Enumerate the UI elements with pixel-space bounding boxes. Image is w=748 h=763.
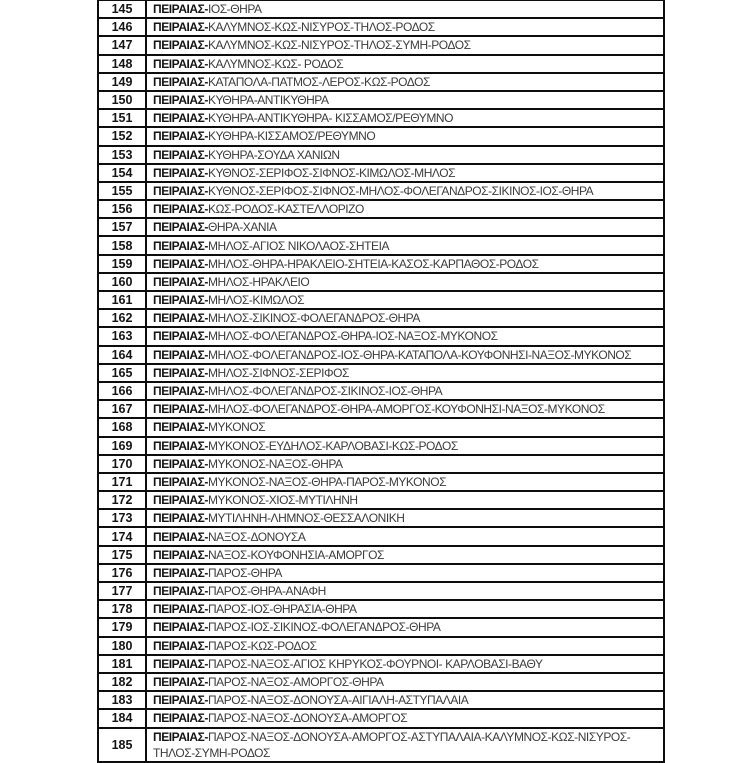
table-row: [98, 491, 664, 509]
table-row: [98, 709, 664, 727]
table-row: [98, 618, 664, 636]
table-row: [98, 309, 664, 327]
routes-table: [97, 0, 665, 763]
route-cell: [146, 364, 664, 382]
route-stops: ΘΗΡΑ-ΧΑΝΙΑ: [207, 220, 277, 235]
table-row: [98, 327, 664, 345]
table-row: [98, 600, 664, 618]
table-row: [98, 218, 664, 236]
table-row: [98, 164, 664, 182]
route-origin: ΠΕΙΡΑΙΑΣ-: [153, 529, 208, 544]
route-origin: ΠΕΙΡΑΙΑΣ-: [153, 93, 208, 108]
route-origin: ΠΕΙΡΑΙΑΣ-: [153, 365, 208, 380]
route-number: 156: [98, 200, 146, 218]
route-number: 145: [98, 0, 146, 18]
route-stops: ΠΑΡΟΣ-ΝΑΞΟΣ-ΑΓΙΟΣ ΚΗΡΥΚΟΣ-ΦΟΥΡΝΟΙ- ΚΑΡΛΟΒΑΣΙ-ΒΑΘΥ: [207, 656, 543, 671]
route-number: 181: [98, 655, 146, 673]
route-cell: [146, 437, 664, 455]
route-number: 161: [98, 291, 146, 309]
route-origin: ΠΕΙΡΑΙΑΣ-: [153, 165, 208, 180]
route-cell: [146, 637, 664, 655]
route-cell: [146, 255, 664, 273]
route-cell: [146, 655, 664, 673]
route-number: 153: [98, 146, 146, 164]
route-number: 154: [98, 164, 146, 182]
table-row: [98, 73, 664, 91]
table-row: [98, 236, 664, 254]
route-stops: ΝΑΞΟΣ-ΔΟΝΟΥΣΑ: [207, 529, 306, 544]
route-number: 163: [98, 327, 146, 345]
table-row: [98, 400, 664, 418]
route-origin: ΠΕΙΡΑΙΑΣ-: [153, 111, 208, 126]
route-cell: [146, 382, 664, 400]
route-stops: ΚΥΘΗΡΑ-ΚΙΣΣΑΜΟΣ/ΡΕΘΥΜΝΟ: [207, 129, 376, 144]
route-stops: ΜΗΛΟΣ-ΗΡΑΚΛΕΙΟ: [207, 274, 310, 289]
table-row: [98, 273, 664, 291]
route-cell: [146, 546, 664, 564]
route-stops: ΚΥΘΗΡΑ-ΑΝΤΙΚΥΘΗΡΑ- ΚΙΣΣΑΜΟΣ/ΡΕΘΥΜΝΟ: [207, 111, 453, 126]
table-row: [98, 655, 664, 673]
table-row: [98, 255, 664, 273]
route-cell: [146, 109, 664, 127]
route-number: 180: [98, 637, 146, 655]
route-origin: ΠΕΙΡΑΙΑΣ-: [153, 493, 208, 508]
route-origin: ΠΕΙΡΑΙΑΣ-: [153, 38, 208, 53]
route-number: 167: [98, 400, 146, 418]
route-origin: ΠΕΙΡΑΙΑΣ-: [153, 2, 208, 17]
route-number: 175: [98, 546, 146, 564]
route-origin: ΠΕΙΡΑΙΑΣ-: [153, 202, 208, 217]
route-number: 164: [98, 346, 146, 364]
route-stops: ΚΥΘΗΡΑ-ΑΝΤΙΚΥΘΗΡΑ: [207, 93, 329, 108]
route-number: 152: [98, 127, 146, 145]
route-stops: ΠΑΡΟΣ-ΘΗΡΑ-ΑΝΑΦΗ: [207, 584, 326, 599]
route-stops: ΚΑΛΥΜΝΟΣ-ΚΩΣ-ΝΙΣΥΡΟΣ-ΤΗΛΟΣ-ΡΟΔΟΣ: [207, 20, 435, 35]
route-origin: ΠΕΙΡΑΙΑΣ-: [153, 547, 208, 562]
route-number: 155: [98, 182, 146, 200]
table-row: [98, 728, 664, 762]
route-origin: ΠΕΙΡΑΙΑΣ-: [153, 565, 208, 580]
table-row: [98, 418, 664, 436]
route-stops: ΠΑΡΟΣ-ΝΑΞΟΣ-ΔΟΝΟΥΣΑ-ΑΜΟΡΓΟΣ-ΑΣΤΥΠΑΛΑΙΑ-ΚΑΛΥΜΝΟΣ-ΚΩΣ-ΝΙΣΥΡΟΣ-ΤΗΛΟΣ-ΣΥΜΗ-ΡΟΔΟΣ: [153, 729, 631, 760]
route-cell: [146, 127, 664, 145]
route-cell: [146, 291, 664, 309]
route-number: 183: [98, 691, 146, 709]
table-row: [98, 291, 664, 309]
route-origin: ΠΕΙΡΑΙΑΣ-: [153, 56, 208, 71]
route-stops: ΜΗΛΟΣ-ΦΟΛΕΓΑΝΔΡΟΣ-ΘΗΡΑ-ΙΟΣ-ΝΑΞΟΣ-ΜΥΚΟΝΟΣ: [207, 329, 498, 344]
route-origin: ΠΕΙΡΑΙΑΣ-: [153, 474, 208, 489]
route-stops: ΠΑΡΟΣ-ΚΩΣ-ΡΟΔΟΣ: [207, 638, 317, 653]
route-origin: ΠΕΙΡΑΙΑΣ-: [153, 711, 208, 726]
route-cell: [146, 309, 664, 327]
route-stops: ΚΥΘΗΡΑ-ΣΟΥΔΑ ΧΑΝΙΩΝ: [207, 147, 340, 162]
table-row: [98, 127, 664, 145]
route-number: 165: [98, 364, 146, 382]
route-number: 157: [98, 218, 146, 236]
route-number: 148: [98, 55, 146, 73]
route-origin: ΠΕΙΡΑΙΑΣ-: [153, 511, 208, 526]
route-cell: [146, 200, 664, 218]
route-cell: [146, 146, 664, 164]
route-cell: [146, 509, 664, 527]
route-cell: [146, 182, 664, 200]
table-row: [98, 18, 664, 36]
route-number: 177: [98, 582, 146, 600]
route-cell: [146, 691, 664, 709]
route-stops: ΜΗΛΟΣ-ΦΟΛΕΓΑΝΔΡΟΣ-ΙΟΣ-ΘΗΡΑ-ΚΑΤΑΠΟΛΑ-ΚΟΥΦΟΝΗΣΙ-ΝΑΞΟΣ-ΜΥΚΟΝΟΣ: [207, 347, 632, 362]
table-row: [98, 582, 664, 600]
route-cell: [146, 236, 664, 254]
route-origin: ΠΕΙΡΑΙΑΣ-: [153, 438, 208, 453]
route-cell: [146, 582, 664, 600]
route-cell: [146, 218, 664, 236]
route-origin: ΠΕΙΡΑΙΑΣ-: [153, 147, 208, 162]
route-stops: ΠΑΡΟΣ-ΘΗΡΑ: [207, 565, 282, 580]
route-origin: ΠΕΙΡΑΙΑΣ-: [153, 274, 208, 289]
table-row: [98, 36, 664, 54]
table-row: [98, 527, 664, 545]
route-number: 174: [98, 527, 146, 545]
route-origin: ΠΕΙΡΑΙΑΣ-: [153, 74, 208, 89]
route-number: 168: [98, 418, 146, 436]
route-number: 173: [98, 509, 146, 527]
route-cell: [146, 527, 664, 545]
route-cell: [146, 36, 664, 54]
route-origin: ΠΕΙΡΑΙΑΣ-: [153, 693, 208, 708]
route-origin: ΠΕΙΡΑΙΑΣ-: [153, 675, 208, 690]
route-stops: ΚΑΤΑΠΟΛΑ-ΠΑΤΜΟΣ-ΛΕΡΟΣ-ΚΩΣ-ΡΟΔΟΣ: [207, 74, 430, 89]
route-cell: [146, 18, 664, 36]
route-stops: ΜΥΚΟΝΟΣ-ΕΥΔΗΛΟΣ-ΚΑΡΛΟΒΑΣΙ-ΚΩΣ-ΡΟΔΟΣ: [207, 438, 458, 453]
route-stops: ΜΥΚΟΝΟΣ-ΧΙΟΣ-ΜΥΤΙΛΗΝΗ: [207, 493, 358, 508]
route-cell: [146, 564, 664, 582]
table-row: [98, 109, 664, 127]
route-origin: ΠΕΙΡΑΙΑΣ-: [153, 384, 208, 399]
route-stops: ΝΑΞΟΣ-ΚΟΥΦΟΝΗΣΙΑ-ΑΜΟΡΓΟΣ: [207, 547, 384, 562]
route-stops: ΜΥΚΟΝΟΣ-ΝΑΞΟΣ-ΘΗΡΑ: [207, 456, 343, 471]
route-stops: ΚΑΛΥΜΝΟΣ-ΚΩΣ- ΡΟΔΟΣ: [207, 56, 344, 71]
route-stops: ΜΗΛΟΣ-ΦΟΛΕΓΑΝΔΡΟΣ-ΣΙΚΙΝΟΣ-ΙΟΣ-ΘΗΡΑ: [207, 384, 443, 399]
route-stops: ΜΗΛΟΣ-ΘΗΡΑ-ΗΡΑΚΛΕΙΟ-ΣΗΤΕΙΑ-ΚΑΣΟΣ-ΚΑΡΠΑΘΟΣ-ΡΟΔΟΣ: [207, 256, 539, 271]
route-number: 179: [98, 618, 146, 636]
table-row: [98, 346, 664, 364]
route-stops: ΜΗΛΟΣ-ΣΙΦΝΟΣ-ΣΕΡΙΦΟΣ: [207, 365, 349, 380]
table-row: [98, 382, 664, 400]
route-origin: ΠΕΙΡΑΙΑΣ-: [153, 656, 208, 671]
route-stops: ΜΗΛΟΣ-ΦΟΛΕΓΑΝΔΡΟΣ-ΘΗΡΑ-ΑΜΟΡΓΟΣ-ΚΟΥΦΟΝΗΣΙ-ΝΑΞΟΣ-ΜΥΚΟΝΟΣ: [207, 402, 605, 417]
route-stops: ΠΑΡΟΣ-ΝΑΞΟΣ-ΔΟΝΟΥΣΑ-ΑΜΟΡΓΟΣ: [207, 711, 408, 726]
route-number: 182: [98, 673, 146, 691]
route-stops: ΠΑΡΟΣ-ΙΟΣ-ΘΗΡΑΣΙΑ-ΘΗΡΑ: [207, 602, 357, 617]
route-number: 160: [98, 273, 146, 291]
route-origin: ΠΕΙΡΑΙΑΣ-: [153, 729, 208, 744]
route-stops: ΜΥΤΙΛΗΝΗ-ΛΗΜΝΟΣ-ΘΕΣΣΑΛΟΝΙΚΗ: [207, 511, 405, 526]
route-origin: ΠΕΙΡΑΙΑΣ-: [153, 584, 208, 599]
route-origin: ΠΕΙΡΑΙΑΣ-: [153, 220, 208, 235]
route-number: 159: [98, 255, 146, 273]
route-stops: ΚΑΛΥΜΝΟΣ-ΚΩΣ-ΝΙΣΥΡΟΣ-ΤΗΛΟΣ-ΣΥΜΗ-ΡΟΔΟΣ: [207, 38, 471, 53]
route-cell: [146, 600, 664, 618]
route-stops: ΠΑΡΟΣ-ΝΑΞΟΣ-ΔΟΝΟΥΣΑ-ΑΙΓΙΑΛΗ-ΑΣΤΥΠΑΛΑΙΑ: [207, 693, 469, 708]
route-number: 170: [98, 455, 146, 473]
route-origin: ΠΕΙΡΑΙΑΣ-: [153, 347, 208, 362]
route-number: 166: [98, 382, 146, 400]
route-number: 146: [98, 18, 146, 36]
route-number: 176: [98, 564, 146, 582]
table-row: [98, 146, 664, 164]
route-stops: ΚΥΘΝΟΣ-ΣΕΡΙΦΟΣ-ΣΙΦΝΟΣ-ΚΙΜΩΛΟΣ-ΜΗΛΟΣ: [207, 165, 456, 180]
route-origin: ΠΕΙΡΑΙΑΣ-: [153, 638, 208, 653]
route-number: 151: [98, 109, 146, 127]
route-number: 147: [98, 36, 146, 54]
route-origin: ΠΕΙΡΑΙΑΣ-: [153, 420, 208, 435]
route-origin: ΠΕΙΡΑΙΑΣ-: [153, 238, 208, 253]
route-cell: [146, 327, 664, 345]
routes-tbody: [98, 0, 664, 762]
route-origin: ΠΕΙΡΑΙΑΣ-: [153, 620, 208, 635]
route-cell: [146, 55, 664, 73]
route-stops: ΜΥΚΟΝΟΣ: [207, 420, 266, 435]
route-cell: [146, 400, 664, 418]
route-cell: [146, 455, 664, 473]
route-stops: ΙΟΣ-ΘΗΡΑ: [207, 2, 262, 17]
route-stops: ΠΑΡΟΣ-ΝΑΞΟΣ-ΑΜΟΡΓΟΣ-ΘΗΡΑ: [207, 675, 384, 690]
route-cell: [146, 418, 664, 436]
route-cell: [146, 273, 664, 291]
table-row: [98, 473, 664, 491]
route-origin: ΠΕΙΡΑΙΑΣ-: [153, 456, 208, 471]
route-stops: ΚΥΘΝΟΣ-ΣΕΡΙΦΟΣ-ΣΙΦΝΟΣ-ΜΗΛΟΣ-ΦΟΛΕΓΑΝΔΡΟΣ-ΣΙΚΙΝΟΣ-ΙΟΣ-ΘΗΡΑ: [207, 183, 594, 198]
route-origin: ΠΕΙΡΑΙΑΣ-: [153, 311, 208, 326]
route-number: 149: [98, 73, 146, 91]
route-stops: ΚΩΣ-ΡΟΔΟΣ-ΚΑΣΤΕΛΛΟΡΙΖΟ: [207, 202, 364, 217]
route-number: 185: [98, 728, 146, 762]
route-cell: [146, 728, 664, 762]
route-cell: [146, 673, 664, 691]
route-cell: [146, 164, 664, 182]
table-row: [98, 91, 664, 109]
route-stops: ΜΗΛΟΣ-ΚΙΜΩΛΟΣ: [207, 293, 305, 308]
route-origin: ΠΕΙΡΑΙΑΣ-: [153, 293, 208, 308]
table-row: [98, 182, 664, 200]
route-cell: [146, 346, 664, 364]
route-number: 178: [98, 600, 146, 618]
route-number: 158: [98, 236, 146, 254]
route-number: 172: [98, 491, 146, 509]
route-number: 150: [98, 91, 146, 109]
table-row: [98, 509, 664, 527]
route-origin: ΠΕΙΡΑΙΑΣ-: [153, 329, 208, 344]
route-cell: [146, 73, 664, 91]
table-row: [98, 691, 664, 709]
route-number: 184: [98, 709, 146, 727]
route-stops: ΠΑΡΟΣ-ΙΟΣ-ΣΙΚΙΝΟΣ-ΦΟΛΕΓΑΝΔΡΟΣ-ΘΗΡΑ: [207, 620, 441, 635]
table-row: [98, 673, 664, 691]
route-number: 162: [98, 309, 146, 327]
route-stops: ΜΥΚΟΝΟΣ-ΝΑΞΟΣ-ΘΗΡΑ-ΠΑΡΟΣ-ΜΥΚΟΝΟΣ: [207, 474, 447, 489]
route-cell: [146, 491, 664, 509]
table-row: [98, 0, 664, 18]
table-row: [98, 546, 664, 564]
route-stops: ΜΗΛΟΣ-ΣΙΚΙΝΟΣ-ΦΟΛΕΓΑΝΔΡΟΣ-ΘΗΡΑ: [207, 311, 420, 326]
table-row: [98, 55, 664, 73]
route-origin: ΠΕΙΡΑΙΑΣ-: [153, 256, 208, 271]
route-cell: [146, 618, 664, 636]
table-row: [98, 455, 664, 473]
table-row: [98, 637, 664, 655]
table-row: [98, 200, 664, 218]
route-origin: ΠΕΙΡΑΙΑΣ-: [153, 402, 208, 417]
route-cell: [146, 473, 664, 491]
route-number: 171: [98, 473, 146, 491]
route-number: 169: [98, 437, 146, 455]
route-origin: ΠΕΙΡΑΙΑΣ-: [153, 602, 208, 617]
route-origin: ΠΕΙΡΑΙΑΣ-: [153, 183, 208, 198]
route-cell: [146, 91, 664, 109]
route-origin: ΠΕΙΡΑΙΑΣ-: [153, 129, 208, 144]
table-row: [98, 564, 664, 582]
route-cell: [146, 709, 664, 727]
route-cell: [146, 0, 664, 18]
route-origin: ΠΕΙΡΑΙΑΣ-: [153, 20, 208, 35]
table-row: [98, 364, 664, 382]
table-row: [98, 437, 664, 455]
route-stops: ΜΗΛΟΣ-ΑΓΙΟΣ ΝΙΚΟΛΑΟΣ-ΣΗΤΕΙΑ: [207, 238, 390, 253]
